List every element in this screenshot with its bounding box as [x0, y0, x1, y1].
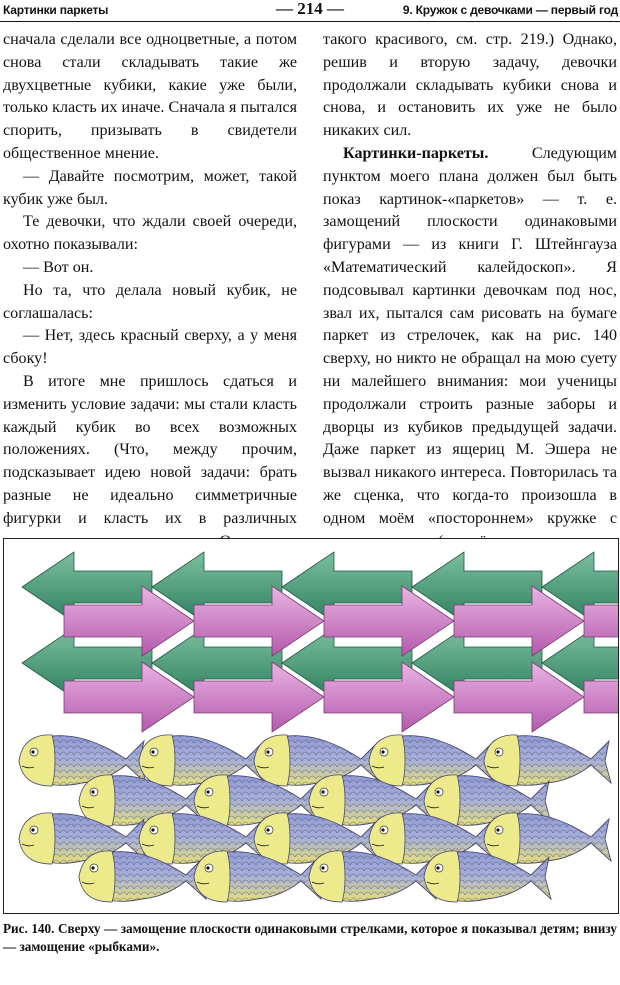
paragraph: Но та, что делала новый кубик, не соглашалась: [3, 281, 297, 322]
page-number: — 214 — [276, 0, 344, 18]
figure-140 [3, 538, 619, 914]
header-rule [0, 21, 620, 22]
paragraph: такого красивого, см. стр. 219.) Однако, решив и вторую задачу, девочки продолжали складывать кубики снова и снова, и остановить их уже не было никаких сил. [323, 31, 617, 140]
paragraph: — Вот он. [23, 258, 94, 276]
header-chapter-title: 9. Кружок с девочками — первый год [402, 3, 618, 17]
fish-shape [484, 735, 611, 786]
paragraph: сначала сделали все одноцветные, а потом снова стали складывать такие же двухцветные кубики, какие уже были, только класть их иначе. Сначала я пытался спорить, призывать в свидетели общественное мнение. [3, 31, 297, 162]
tiling-illustration [4, 539, 618, 913]
run-in-heading: Картинки-паркеты. [343, 144, 489, 162]
paragraph: — Давайте посмотрим, может, такой кубик уже был. [3, 167, 297, 208]
header-section-title: Картинки паркеты [3, 3, 109, 17]
fish-shape [484, 813, 611, 864]
paragraph: — Нет, здесь красный сверху, а у меня сбоку! [3, 327, 297, 368]
paragraph: Те девочки, что ждали своей очереди, охотно показывали: [3, 213, 297, 254]
paragraph: В итоге мне пришлось сдаться и изменить условие задачи: мы стали класть каждый кубик во всех возможных положениях. (Что, между прочим, подсказывает идею новой задачи: брать разные не идеально симметричные фигурки и класть их в различных [3, 372, 297, 527]
figure-caption: Рис. 140. Сверху — замощение плоскости одинаковыми стрелками, которое я показывал детям; внизу — замощение «рыбками». [3, 921, 617, 954]
paragraph-text: Следующим пунктом моего плана должен был быть показ картинок-«паркетов» — т. е. замощений плоскости одинаковыми фигурами — из книги Г. Штейнгауза «Математический калейдоскоп». Я подсовывал картинки девочкам под нос, звал их, пытался сам рисовать на бумаге паркет из стрелочек, как на рис. 140 сверху, но никто не обращал на мою суету ни малейшего внимания: мои ученицы продолжали строить разные заборы и дворцы из кубиков предыдущей задачи. Даже паркет из ящериц М. Эшера не вызвал никакого интереса. Повторилась та же сценка, что когда-то произошла в одном моём «постороннем» кружке с [323, 144, 617, 527]
arrow-tiling [22, 552, 618, 732]
fish-tiling [19, 735, 611, 902]
